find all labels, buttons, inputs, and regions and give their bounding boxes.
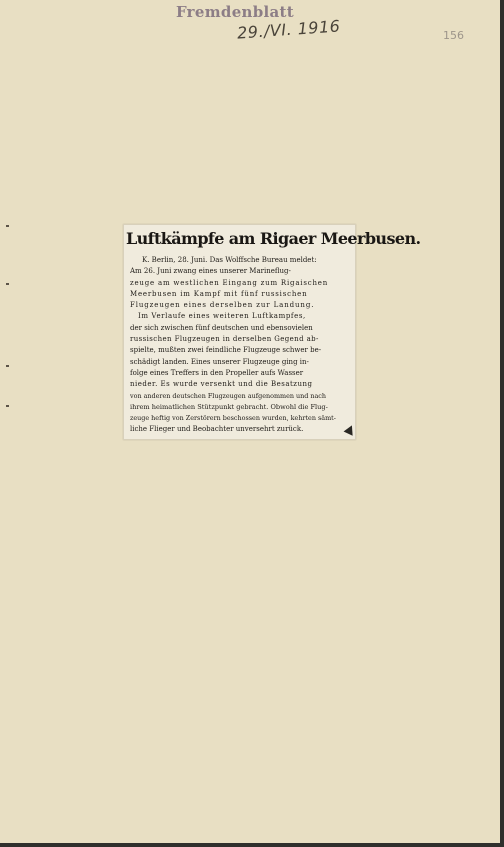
article-line: von anderen deutschen Flugzeugen aufgenommen und nach <box>130 391 326 400</box>
article-line: zeuge am westlichen Eingang zum Rigaischen <box>130 278 329 287</box>
article-line: schädigt landen. Eines unserer Flugzeuge ging in- <box>130 357 309 366</box>
archive-number: 156 <box>443 29 464 42</box>
article-body <box>130 255 352 436</box>
article-line: Im Verlaufe eines weiteren Luftkampfes, <box>138 312 306 321</box>
article-headline: Luftkämpfe am Rigaer Meerbusen. <box>126 229 421 248</box>
article-line: nieder. Es wurde versenkt und die Besatzung <box>130 380 313 389</box>
article-line: spielte, mußten zwei feindliche Flugzeuge schwer be- <box>130 346 322 355</box>
punch-mark <box>6 365 9 367</box>
article-line: Meerbusen im Kampf mit fünf russischen <box>130 289 308 298</box>
article-line: der sich zwischen fünf deutschen und ebensovielen <box>130 323 313 332</box>
article-line: zeuge heftig von Zerstörern beschossen wurden, kehrten sämt- <box>130 414 336 423</box>
scan-edge-right <box>500 0 504 847</box>
punch-mark <box>6 405 9 407</box>
article-line: folge eines Treffers in den Propeller aufs Wasser <box>130 368 304 377</box>
article-line: Flugzeugen eines derselben zur Landung. <box>130 301 315 310</box>
publication-stamp: Fremdenblatt <box>176 3 295 21</box>
scan-edge-bottom <box>0 843 504 847</box>
article-line: ihrem heimatlichen Stützpunkt gebracht. Obwohl die Flug- <box>130 402 328 411</box>
article-line: K. Berlin, 28. Juni. Das Wolffsche Bureau meldet: <box>142 256 317 264</box>
punch-mark <box>6 225 9 227</box>
article-line: russischen Flugzeugen in derselben Gegend ab- <box>130 335 319 344</box>
handwritten-date: 29./VI. 1916 <box>236 16 341 43</box>
punch-mark <box>6 283 9 285</box>
article-line: Am 26. Juni zwang eines unserer Marineflug- <box>130 267 291 276</box>
article-line: liche Flieger und Beobachter unversehrt zurück. <box>130 425 304 434</box>
